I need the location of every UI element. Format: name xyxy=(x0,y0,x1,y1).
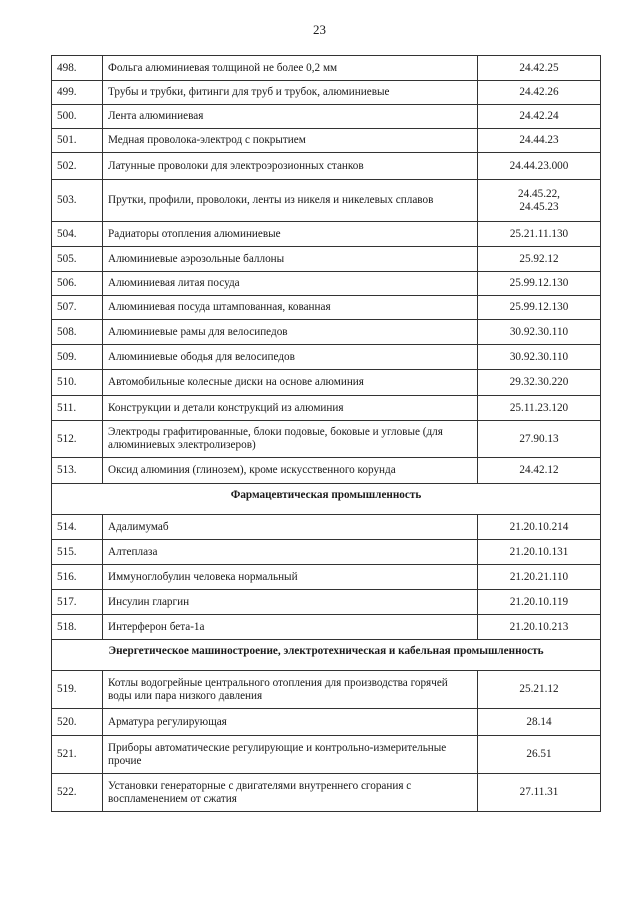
product-name: Адалимумаб xyxy=(103,515,478,540)
products-table xyxy=(51,55,601,812)
okpd-code xyxy=(478,180,601,222)
row-number: 517. xyxy=(52,590,103,615)
table-row xyxy=(52,129,601,153)
product-name: Приборы автоматические регулирующие и контрольно-измерительные прочие xyxy=(103,736,478,774)
okpd-code: 24.42.24 xyxy=(478,105,601,129)
product-name: Фольга алюминиевая толщиной не более 0,2 мм xyxy=(103,56,478,81)
table-row xyxy=(52,671,601,709)
row-number: 510. xyxy=(52,370,103,396)
product-name: Оксид алюминия (глинозем), кроме искусственного корунда xyxy=(103,458,478,484)
row-number: 504. xyxy=(52,222,103,247)
okpd-code: 25.92.12 xyxy=(478,247,601,272)
row-number: 505. xyxy=(52,247,103,272)
table-row xyxy=(52,736,601,774)
row-number: 512. xyxy=(52,421,103,458)
table-row xyxy=(52,565,601,590)
table-row xyxy=(52,296,601,320)
page-number: 23 xyxy=(313,22,326,37)
okpd-code: 25.21.12 xyxy=(478,671,601,709)
product-name: Прутки, профили, проволоки, ленты из никеля и никелевых сплавов xyxy=(103,180,478,222)
product-name: Алюминиевые ободья для велосипедов xyxy=(103,345,478,370)
product-name: Арматура регулирующая xyxy=(103,709,478,736)
product-name: Установки генераторные с двигателями внутреннего сгорания с воспламенением от сжатия xyxy=(103,774,478,812)
okpd-code: 27.90.13 xyxy=(478,421,601,458)
okpd-code: 28.14 xyxy=(478,709,601,736)
row-number: 506. xyxy=(52,272,103,296)
row-number: 520. xyxy=(52,709,103,736)
table-row xyxy=(52,247,601,272)
product-name: Трубы и трубки, фитинги для труб и трубок, алюминиевые xyxy=(103,81,478,105)
table-row xyxy=(52,105,601,129)
okpd-code: 21.20.10.214 xyxy=(478,515,601,540)
table-row xyxy=(52,421,601,458)
okpd-code: 25.21.11.130 xyxy=(478,222,601,247)
row-number: 507. xyxy=(52,296,103,320)
row-number: 500. xyxy=(52,105,103,129)
product-name: Медная проволока-электрод с покрытием xyxy=(103,129,478,153)
product-name: Алтеплаза xyxy=(103,540,478,565)
table-row xyxy=(52,222,601,247)
okpd-code: 25.99.12.130 xyxy=(478,296,601,320)
okpd-code: 24.42.26 xyxy=(478,81,601,105)
row-number: 511. xyxy=(52,396,103,421)
okpd-code: 24.42.12 xyxy=(478,458,601,484)
section-heading-energy: Энергетическое машиностроение, электротехническая и кабельная промышленность xyxy=(52,640,601,671)
table-row xyxy=(52,540,601,565)
table-row xyxy=(52,153,601,180)
section-heading-row xyxy=(52,484,601,515)
table-row xyxy=(52,774,601,812)
table-row xyxy=(52,56,601,81)
product-name: Иммуноглобулин человека нормальный xyxy=(103,565,478,590)
product-name: Электроды графитированные, блоки подовые, боковые и угловые (для алюминиевых электролизеров) xyxy=(103,421,478,458)
okpd-code-line: 24.45.23 xyxy=(519,200,559,213)
table-row xyxy=(52,81,601,105)
product-name: Алюминиевая литая посуда xyxy=(103,272,478,296)
row-number: 518. xyxy=(52,615,103,640)
table-row xyxy=(52,345,601,370)
okpd-code: 27.11.31 xyxy=(478,774,601,812)
table-row xyxy=(52,272,601,296)
table-row xyxy=(52,396,601,421)
row-number: 503. xyxy=(52,180,103,222)
product-name: Латунные проволоки для электроэрозионных станков xyxy=(103,153,478,180)
okpd-code: 21.20.10.119 xyxy=(478,590,601,615)
product-name: Алюминиевые аэрозольные баллоны xyxy=(103,247,478,272)
okpd-code: 25.99.12.130 xyxy=(478,272,601,296)
product-name: Алюминиевая посуда штампованная, кованная xyxy=(103,296,478,320)
product-name: Автомобильные колесные диски на основе алюминия xyxy=(103,370,478,396)
okpd-code: 24.44.23.000 xyxy=(478,153,601,180)
okpd-code: 21.20.21.110 xyxy=(478,565,601,590)
section-heading-pharma: Фармацевтическая промышленность xyxy=(52,484,601,515)
okpd-code: 24.44.23 xyxy=(478,129,601,153)
table-row xyxy=(52,458,601,484)
table-row xyxy=(52,515,601,540)
table-row xyxy=(52,615,601,640)
product-name: Котлы водогрейные центрального отопления для производства горячей воды или пара низкого давления xyxy=(103,671,478,709)
okpd-code: 21.20.10.213 xyxy=(478,615,601,640)
okpd-code: 29.32.30.220 xyxy=(478,370,601,396)
row-number: 514. xyxy=(52,515,103,540)
row-number: 519. xyxy=(52,671,103,709)
product-name: Радиаторы отопления алюминиевые xyxy=(103,222,478,247)
okpd-code: 30.92.30.110 xyxy=(478,345,601,370)
okpd-code: 30.92.30.110 xyxy=(478,320,601,345)
table-row xyxy=(52,320,601,345)
okpd-code: 21.20.10.131 xyxy=(478,540,601,565)
row-number: 513. xyxy=(52,458,103,484)
okpd-code: 26.51 xyxy=(478,736,601,774)
product-name: Лента алюминиевая xyxy=(103,105,478,129)
row-number: 522. xyxy=(52,774,103,812)
row-number: 521. xyxy=(52,736,103,774)
row-number: 498. xyxy=(52,56,103,81)
table-row xyxy=(52,590,601,615)
row-number: 499. xyxy=(52,81,103,105)
row-number: 509. xyxy=(52,345,103,370)
table-row xyxy=(52,709,601,736)
okpd-code: 25.11.23.120 xyxy=(478,396,601,421)
row-number: 515. xyxy=(52,540,103,565)
product-name: Инсулин гларгин xyxy=(103,590,478,615)
product-name: Интерферон бета-1а xyxy=(103,615,478,640)
row-number: 516. xyxy=(52,565,103,590)
row-number: 502. xyxy=(52,153,103,180)
product-name: Алюминиевые рамы для велосипедов xyxy=(103,320,478,345)
section-heading-row xyxy=(52,640,601,671)
okpd-code-line: 24.45.22, xyxy=(518,187,560,200)
table-row xyxy=(52,370,601,396)
row-number: 501. xyxy=(52,129,103,153)
table-row xyxy=(52,180,601,222)
product-name: Конструкции и детали конструкций из алюминия xyxy=(103,396,478,421)
row-number: 508. xyxy=(52,320,103,345)
okpd-code: 24.42.25 xyxy=(478,56,601,81)
